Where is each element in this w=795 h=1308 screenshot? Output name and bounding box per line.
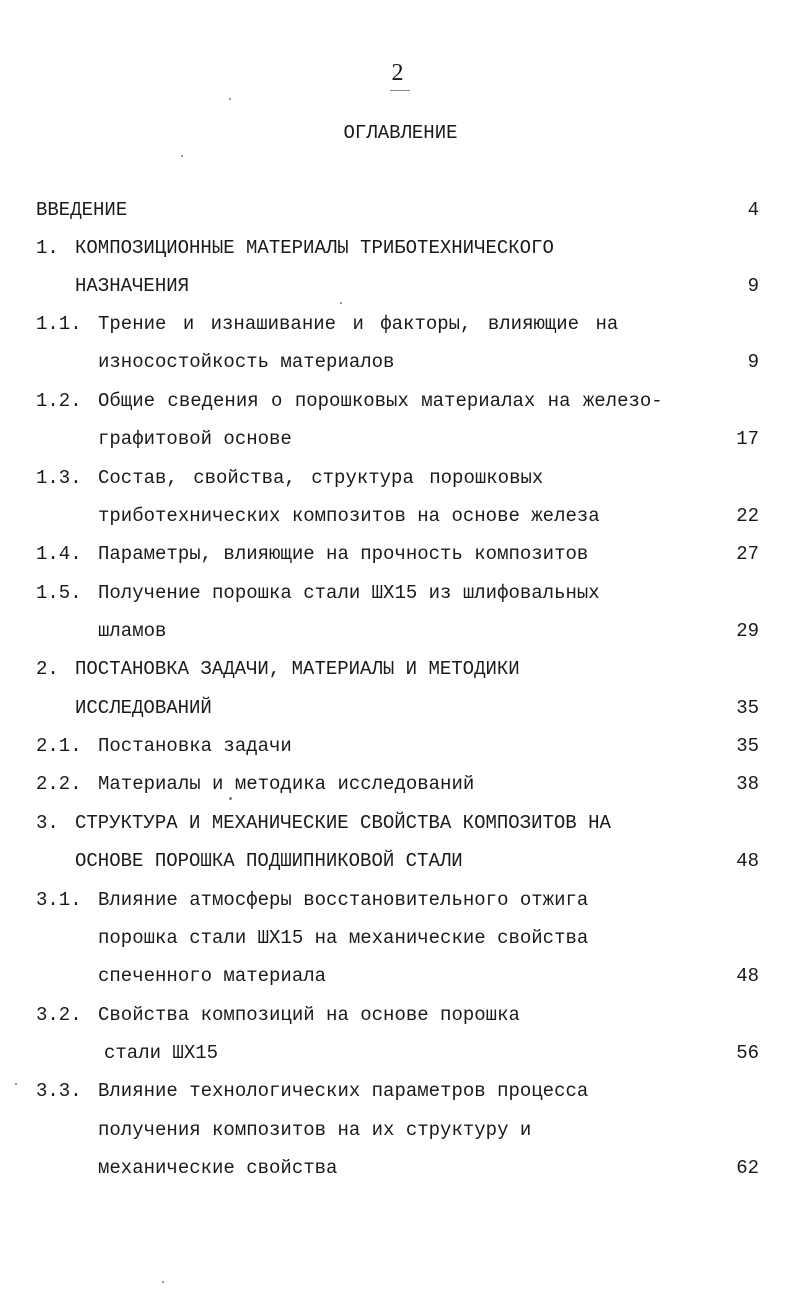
toc-entry-text: КОМПОЗИЦИОННЫЕ МАТЕРИАЛЫ ТРИБОТЕХНИЧЕСКОГО — [75, 237, 554, 259]
toc-entry-number: 3. — [36, 812, 59, 834]
toc-entry-text: СТРУКТУРА И МЕХАНИЧЕСКИЕ СВОЙСТВА КОМПОЗИТОВ НА — [75, 812, 611, 834]
toc-entry-text: износостойкость материалов — [98, 351, 395, 373]
toc-entry-page: 62 — [736, 1157, 759, 1179]
toc-entry-section-3-2 — [0, 1000, 795, 1030]
toc-entry-page: 35 — [736, 735, 759, 757]
toc-entry-section-1-4 — [0, 539, 795, 569]
toc-entry-text: Постановка задачи — [98, 735, 292, 757]
toc-entry-text: Состав, свойства, структура порошковых — [98, 467, 544, 489]
toc-entry-page: 9 — [747, 351, 759, 373]
toc-entry-text: триботехнических композитов на основе железа — [98, 505, 600, 527]
toc-entry-section-1-5 — [0, 578, 795, 608]
toc-entry-chapter-3-cont — [0, 846, 795, 876]
toc-entry-text: механические свойства — [98, 1157, 338, 1179]
toc-entry-section-3-1 — [0, 885, 795, 915]
toc-entry-page: 29 — [736, 620, 759, 642]
toc-entry-page: 35 — [736, 697, 759, 719]
toc-entry-section-2-1 — [0, 731, 795, 761]
toc-entry-section-1-1-cont — [0, 347, 795, 377]
scan-speck — [15, 1083, 17, 1085]
toc-entry-text: Получение порошка стали ШХ15 из шлифовальных — [98, 582, 600, 604]
toc-entry-text: Общие сведения о порошковых материалах на железо- — [98, 390, 663, 412]
toc-entry-text: спеченного материала — [98, 965, 327, 987]
toc-entry-section-2-2 — [0, 769, 795, 799]
toc-entry-section-1-3 — [0, 463, 795, 493]
toc-entry-number: 1.3. — [36, 467, 82, 489]
toc-entry-page: 56 — [736, 1042, 759, 1064]
toc-entry-text: ИССЛЕДОВАНИЙ — [75, 697, 212, 719]
toc-entry-text: графитовой основе — [98, 428, 292, 450]
toc-entry-text: Трение и изнашивание и факторы, влияющие на — [98, 313, 619, 335]
toc-entry-chapter-1-cont — [0, 271, 795, 301]
toc-entry-text: ВВЕДЕНИЕ — [36, 199, 128, 221]
toc-entry-number: 3.3. — [36, 1080, 82, 1102]
toc-entry-section-3-2-cont — [0, 1038, 795, 1068]
scan-speck — [229, 797, 232, 800]
toc-entry-introduction — [0, 195, 795, 225]
toc-entry-text: НАЗНАЧЕНИЯ — [75, 275, 190, 297]
toc-entry-section-3-3-cont — [0, 1115, 795, 1145]
toc-entry-section-1-5-cont — [0, 616, 795, 646]
toc-entry-text: ПОСТАНОВКА ЗАДАЧИ, МАТЕРИАЛЫ И МЕТОДИКИ — [75, 658, 520, 680]
toc-entry-section-1-3-cont — [0, 501, 795, 531]
toc-entry-chapter-2 — [0, 654, 795, 684]
toc-entry-chapter-3 — [0, 808, 795, 838]
toc-entry-text: Параметры, влияющие на прочность композитов — [98, 543, 589, 565]
toc-entry-page: 27 — [736, 543, 759, 565]
toc-entry-chapter-2-cont — [0, 693, 795, 723]
toc-entry-section-1-2-cont — [0, 424, 795, 454]
toc-entry-number: 3.1. — [36, 889, 82, 911]
toc-entry-number: 1. — [36, 237, 59, 259]
toc-entry-text: Материалы и методика исследований — [98, 773, 475, 795]
toc-entry-number: 2.2. — [36, 773, 82, 795]
toc-entry-page: 4 — [747, 199, 759, 221]
toc-entry-page: 48 — [736, 850, 759, 872]
toc-entry-number: 2. — [36, 658, 59, 680]
toc-entry-text: получения композитов на их структуру и — [98, 1119, 532, 1141]
toc-entry-text: Влияние технологических параметров процесса — [98, 1080, 589, 1102]
scan-speck — [340, 302, 342, 304]
toc-entry-page: 38 — [736, 773, 759, 795]
toc-entry-number: 1.5. — [36, 582, 82, 604]
toc-entry-section-1-1 — [0, 309, 795, 339]
toc-entry-number: 1.4. — [36, 543, 82, 565]
toc-entry-text: Влияние атмосферы восстановительного отжига — [98, 889, 589, 911]
scan-speck — [181, 155, 183, 157]
toc-entry-section-1-2 — [0, 386, 795, 416]
toc-entry-text: стали ШХ15 — [104, 1042, 219, 1064]
toc-entry-number: 1.2. — [36, 390, 82, 412]
toc-entry-page: 48 — [736, 965, 759, 987]
page-number: 2 — [391, 60, 404, 86]
toc-title: ОГЛАВЛЕНИЕ — [343, 122, 458, 144]
toc-entry-number: 2.1. — [36, 735, 82, 757]
toc-entry-page: 17 — [736, 428, 759, 450]
toc-entry-section-3-3-cont — [0, 1153, 795, 1183]
toc-entry-chapter-1 — [0, 233, 795, 263]
toc-entry-text: порошка стали ШХ15 на механические свойства — [98, 927, 589, 949]
toc-entry-section-3-1-cont — [0, 923, 795, 953]
toc-entry-text: Свойства композиций на основе порошка — [98, 1004, 520, 1026]
toc-entry-section-3-3 — [0, 1076, 795, 1106]
toc-entry-text: ОСНОВЕ ПОРОШКА ПОДШИПНИКОВОЙ СТАЛИ — [75, 850, 463, 872]
toc-entry-text: шламов — [98, 620, 167, 642]
toc-entry-section-3-1-cont — [0, 961, 795, 991]
page-number-underline — [390, 90, 410, 91]
toc-entry-page: 22 — [736, 505, 759, 527]
scan-speck — [229, 98, 231, 100]
scan-speck — [162, 1281, 164, 1283]
toc-entry-number: 1.1. — [36, 313, 82, 335]
toc-entry-page: 9 — [747, 275, 759, 297]
toc-entry-number: 3.2. — [36, 1004, 82, 1026]
